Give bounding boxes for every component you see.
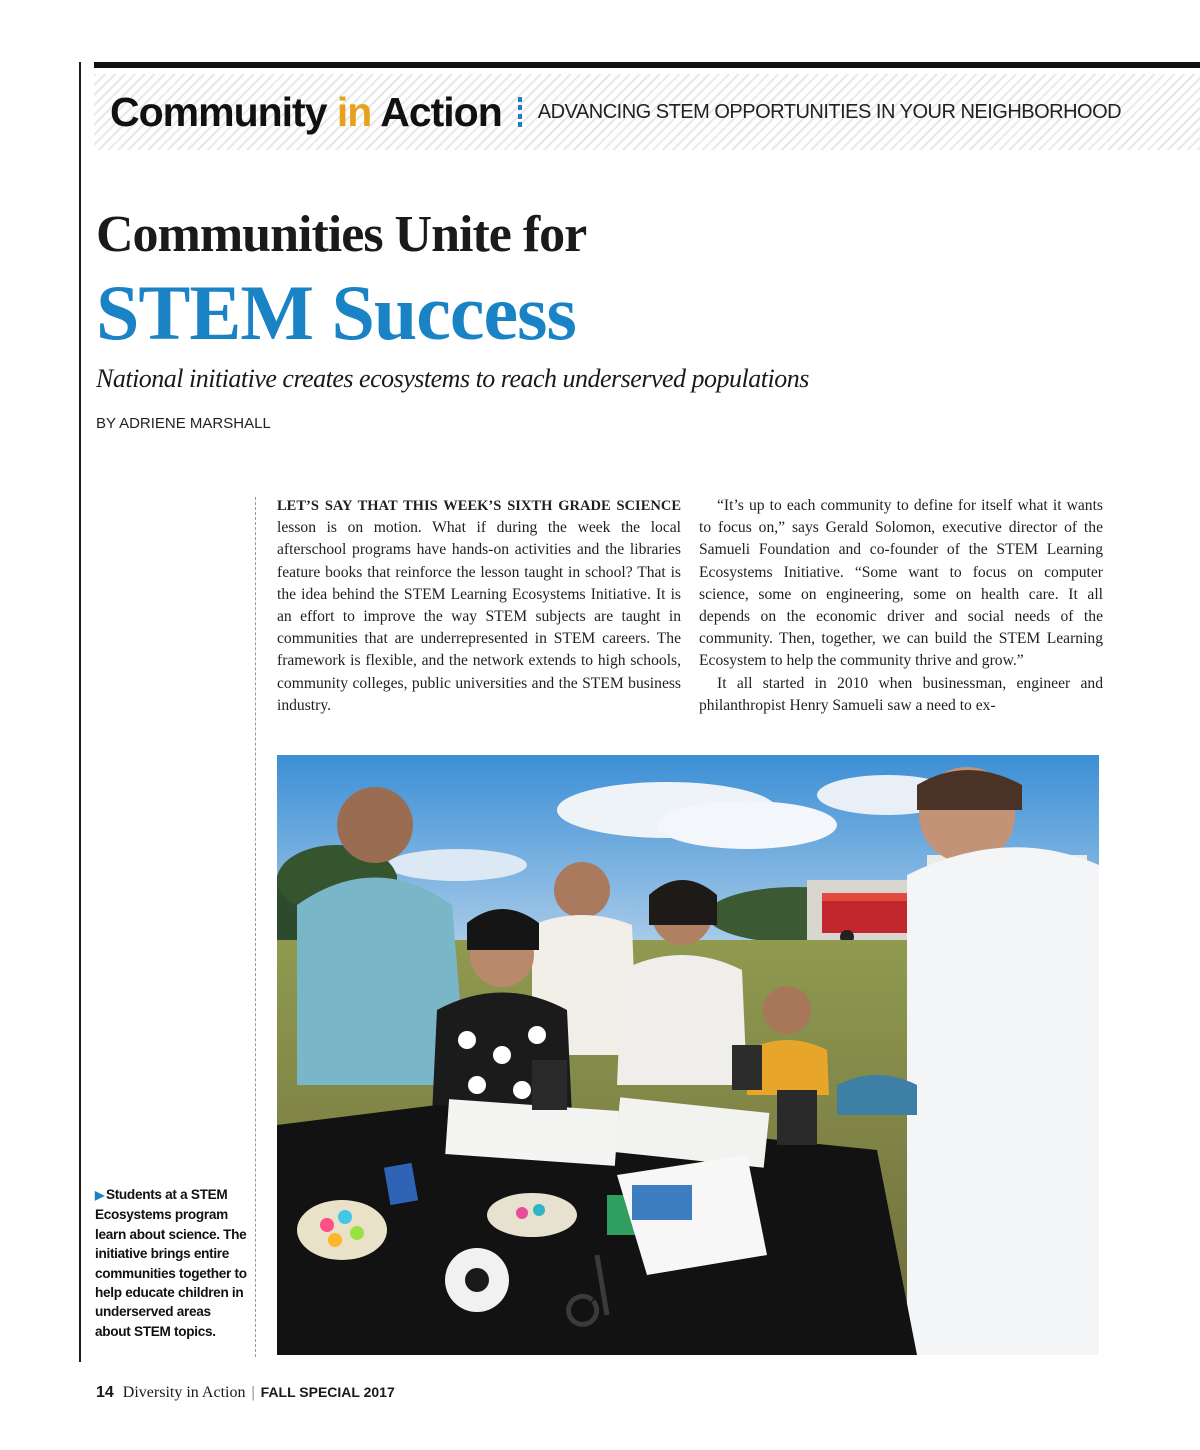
caption-triangle-icon: ▶ — [95, 1188, 104, 1202]
body-paragraph-quote: “It’s up to each community to define for itself what it wants to focus on,” says Gerald Solomon, executive director of the Samueli Foundation and co-founder of the STEM Learning Ecosystems Initiative. “Some want to focus on computer science, some on engineering, some on health care. It all depends on the economic driver and social needs of the community. Then, together, we can build the STEM Learning Ecosystem to help the community thrive and grow.” — [699, 497, 1103, 670]
section-title-part2: Action — [371, 88, 502, 135]
body-text-1: lesson is on motion. What if during the week the local afterschool programs have hands-on activities and the libraries feature books that reinforce the lesson taught in school? That is the idea behind the STEM Learning Ecosystems Initiative. It is an effort to improve the way STEM subjects are taught in communities that are underrepresented in STEM careers. The framework is flexible, and the network extends to high schools, community colleges, public universities and the STEM business industry. — [277, 519, 681, 714]
article-deck: National initiative creates ecosystems to reach underserved populations — [96, 364, 809, 393]
section-title-part1: Community — [110, 88, 337, 135]
headline-line1: Communities Unite for — [96, 206, 587, 263]
article-photo — [277, 755, 1099, 1355]
lead-in: LET’S SAY THAT THIS WEEK’S SIXTH GRADE SCIENCE — [277, 498, 681, 514]
left-margin-rule — [79, 62, 81, 1362]
headline-line2: STEM Success — [96, 269, 576, 356]
issue-label: FALL SPECIAL 2017 — [260, 1384, 395, 1400]
page-number: 14 — [96, 1384, 114, 1401]
photo-caption — [95, 1185, 247, 1341]
body-column-2 — [699, 495, 1103, 717]
body-paragraph-history: It all started in 2010 when businessman, engineer and philanthropist Henry Samueli saw a need to ex- — [699, 674, 1103, 714]
section-tagline: ADVANCING STEM OPPORTUNITIES IN YOUR NEIGHBORHOOD — [537, 100, 1122, 123]
section-title — [110, 89, 502, 136]
footer-separator: | — [251, 1384, 255, 1401]
publication-name: Diversity in Action — [122, 1384, 246, 1401]
caption-divider — [255, 497, 256, 1357]
section-separator — [518, 97, 522, 127]
section-banner — [94, 74, 1200, 150]
photo-caption-text: Students at a STEM Ecosystems program learn about science. The initiative brings entire communities together to help educate children in underserved areas about STEM topics. — [95, 1187, 247, 1339]
top-rule — [94, 62, 1200, 68]
byline: BY ADRIENE MARSHALL — [96, 415, 271, 432]
page-footer — [96, 1384, 395, 1402]
section-title-accent: in — [336, 88, 372, 135]
body-column-1 — [277, 495, 681, 717]
